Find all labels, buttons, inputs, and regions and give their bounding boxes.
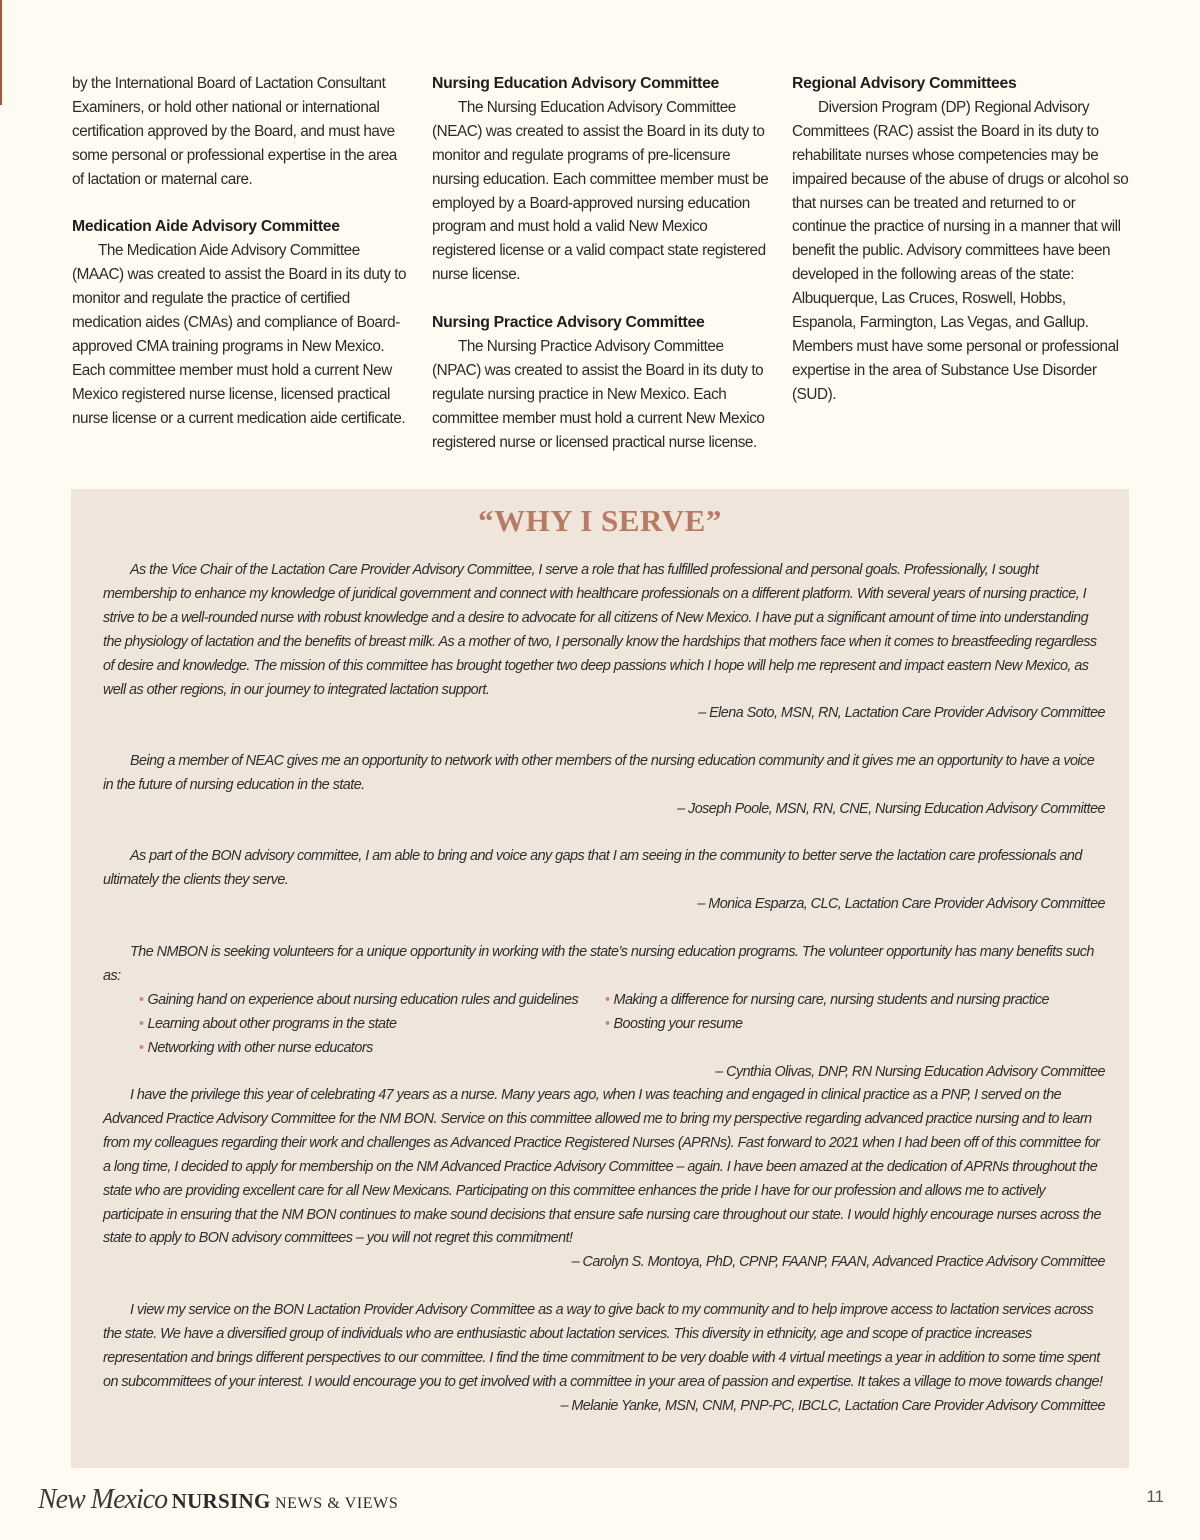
npac-paragraph: The Nursing Practice Advisory Committee (NPAC) was created to assist the Board in its duty to regulate nursing practice in New Mexico. Each committee member must hold a current New Mexico registered nurse or licensed practical nurse license. (432, 337, 765, 451)
quote-elena-soto (103, 559, 1105, 726)
lactation-continued-paragraph: by the International Board of Lactation Consultant Examiners, or hold other national or international certification approved by the Board, and must have some personal or professional expertise in the area of lactation or maternal care. (72, 75, 397, 188)
quote-melanie-yanke (103, 1299, 1105, 1419)
quote-text: I view my service on the BON Lactation Provider Advisory Committee as a way to give back to my community and to help improve access to lactation services across the state. We have a diversified group of individuals who are enthusiastic about lactation services. This diversity in ethnicity, age and scope of practice increases representation and brings different perspectives to our committee. I find the time commitment to be very doable with 4 virtual meetings a year in addition to some time spent on subcommittees of your interest. I would encourage you to get involved with a committee in your area of passion and expertise. It takes a village to move towards change! (103, 1302, 1103, 1390)
bullet-icon: • (139, 991, 144, 1008)
quote-attribution: – Carolyn S. Montoya, PhD, CPNP, FAANP, FAAN, Advanced Practice Advisory Committee (571, 1254, 1105, 1271)
maac-paragraph: The Medication Aide Advisory Committee (MAAC) was created to assist the Board in its duty to monitor and regulate the practice of certified medication aides (CMAs) and compliance of Board-approved CMA training programs in New Mexico. Each committee member must hold a current New Mexico registered nurse license, licensed practical nurse license or a current medication aide certificate. (72, 242, 407, 427)
list-item: • Learning about other programs in the state (139, 1015, 397, 1032)
bullet-icon: • (605, 991, 610, 1008)
list-item: • Gaining hand on experience about nursing education rules and guidelines (139, 991, 579, 1008)
quote-attribution: – Elena Soto, MSN, RN, Lactation Care Provider Advisory Committee (698, 705, 1105, 722)
npac-heading: Nursing Practice Advisory Committee (432, 314, 705, 332)
bullet-icon: • (139, 1015, 144, 1032)
quote-text: The NMBON is seeking volunteers for a unique opportunity in working with the state’s nursing education programs. The volunteer opportunity has many benefits such as: (103, 944, 1094, 984)
column-2 (432, 72, 770, 454)
quote-joseph-poole (103, 750, 1105, 822)
quote-text: As part of the BON advisory committee, I am able to bring and voice any gaps that I am seeing in the community to better serve the lactation care professionals and ultimately the clients they serve. (103, 848, 1082, 888)
rac-paragraph: Diversion Program (DP) Regional Advisory Committees (RAC) assist the Board in its duty to rehabilitate nurses whose competencies may be impaired because of the abuse of drugs or alcohol so that nurses can be treated and returned to or continue the practice of nursing in a manner that will benefit the public. Advisory committees have been developed in the following areas of the state: Albuquerque, Las Cruces, Roswell, Hobbs, Espanola, Farmington, Las Vegas, and Gallup. Members must have some personal or professional expertise in the area of Substance Use Disorder (SUD). (792, 98, 1129, 403)
list-item: • Boosting your resume (605, 1015, 743, 1032)
logo-small: NEWS & VIEWS (275, 1495, 399, 1512)
quote-text: As the Vice Chair of the Lactation Care Provider Advisory Committee, I serve a role that has fulfilled professional and personal goals. Professionally, I sought membership to enhance my knowledge of juridical government and connect with healthcare professionals on a different platform. With several years of nursing practice, I strive to be a well-rounded nurse with robust knowledge and a desire to advocate for all citizens of New Mexico. I have put a significant amount of time into understanding the physiology of lactation and the benefits of breast milk. As a mother of two, I personally know the hardships that mothers face when it comes to breastfeeding regardless of desire and knowledge. The mission of this committee has brought together two deep passions which I hope will help me represent and impact eastern New Mexico, as well as other regions, in our journey to integrated lactation support. (103, 562, 1097, 698)
bullet-icon: • (139, 1039, 144, 1056)
page-number: 11 (1146, 1487, 1164, 1506)
quote-text: Being a member of NEAC gives me an opportunity to network with other members of the nursing education community and it gives me an opportunity to have a voice in the future of nursing education in the state. (103, 753, 1095, 793)
bullet-icon: • (605, 1015, 610, 1032)
quote-attribution: – Monica Esparza, CLC, Lactation Care Provider Advisory Committee (697, 895, 1105, 912)
logo-bold: NURSING (171, 1489, 271, 1513)
neac-paragraph: The Nursing Education Advisory Committee (NEAC) was created to assist the Board in its duty to monitor and regulate programs of pre-licensure nursing education. Each committee member must be employed by a Board-approved nursing education program and must hold a valid New Mexico registered license or a valid compact state registered nurse license. (432, 98, 769, 284)
quote-attribution: – Melanie Yanke, MSN, CNM, PNP-PC, IBCLC, Lactation Care Provider Advisory Committee (560, 1397, 1105, 1414)
quote-carolyn-montoya (103, 1084, 1105, 1275)
publication-logo (38, 1484, 398, 1518)
quote-attribution: – Joseph Poole, MSN, RN, CNE, Nursing Education Advisory Committee (677, 800, 1105, 817)
edge-accent-bar (0, 0, 2, 105)
maac-heading: Medication Aide Advisory Committee (72, 218, 340, 236)
rac-heading: Regional Advisory Committees (792, 75, 1017, 92)
quote-attribution: – Cynthia Olivas, DNP, RN Nursing Education Advisory Committee (715, 1063, 1105, 1080)
column-1 (72, 72, 410, 431)
why-i-serve-title: “WHY I SERVE” (478, 503, 722, 538)
list-item: • Networking with other nurse educators (139, 1039, 373, 1056)
column-3 (792, 72, 1130, 407)
quote-monica-esparza (103, 845, 1105, 917)
why-i-serve-panel (71, 489, 1129, 1468)
logo-script: New Mexico (38, 1484, 168, 1515)
list-item: • Making a difference for nursing care, nursing students and nursing practice (605, 991, 1050, 1008)
quote-cynthia-olivas (103, 941, 1105, 1084)
quote-text: I have the privilege this year of celebrating 47 years as a nurse. Many years ago, when I was teaching and engaged in clinical practice as a PNP, I served on the Advanced Practice Advisory Committee for the NM BON. Service on this committee allowed me to bring my perspective regarding advanced practice nursing and to learn from my colleagues regarding their work and challenges as Advanced Practice Registered Nurses (APRNs). Fast forward to 2021 when I had been off of this committee for a long time, I decided to apply for membership on the NM Advanced Practice Advisory Committee – again. I have been amazed at the dedication of APRNs throughout the state who are providing excellent care for all New Mexicans. Participating on this committee enhances the pride I have for our profession and allows me to actively participate in ensuring that the NM BON continues to make sound decisions that ensure safe nursing care throughout our state. I would highly encourage nurses across the state to apply to BON advisory committees – you will not regret this commitment! (103, 1087, 1101, 1247)
benefits-list (139, 989, 1105, 1061)
neac-heading: Nursing Education Advisory Committee (432, 75, 720, 92)
